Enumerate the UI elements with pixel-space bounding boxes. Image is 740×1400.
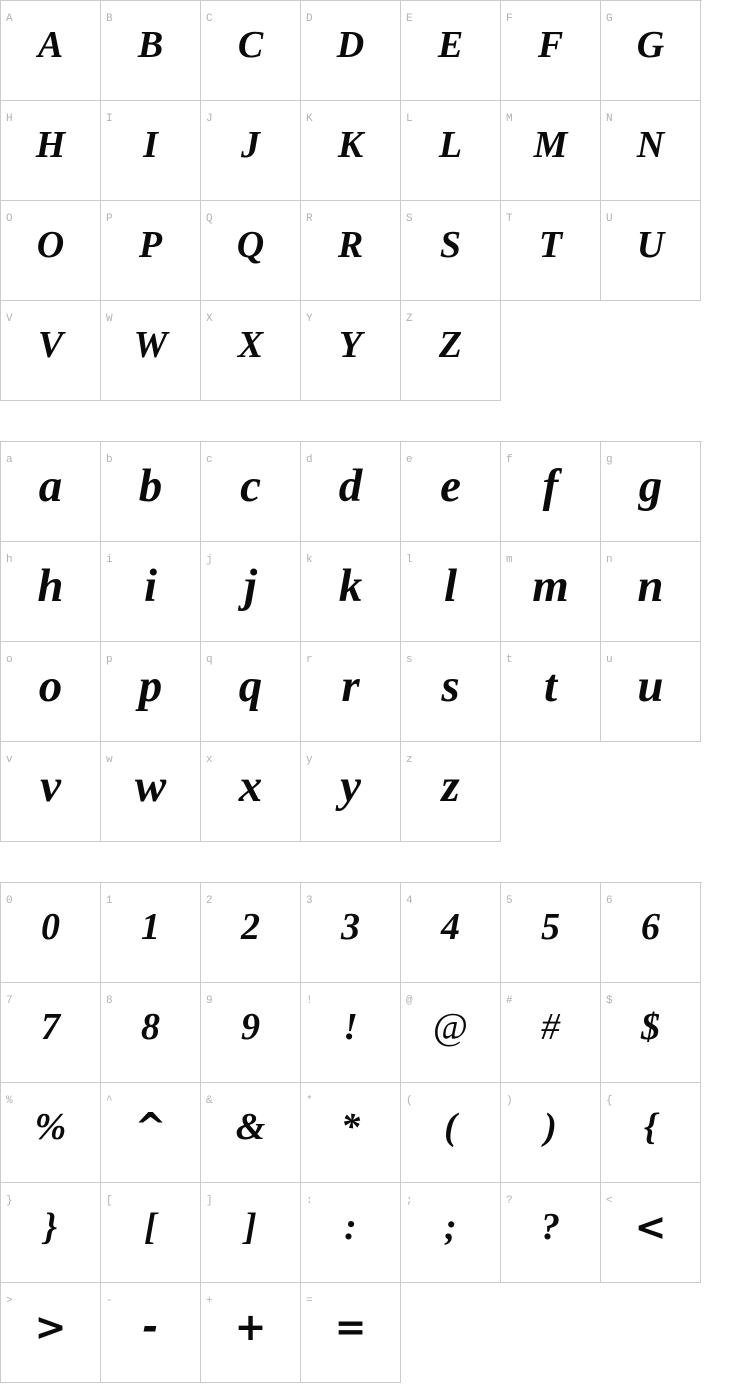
glyph-code-label: ! — [306, 995, 313, 1007]
glyph-cell — [301, 301, 401, 401]
glyph-code-label: 7 — [6, 995, 13, 1007]
glyph-cell — [301, 1, 401, 101]
glyph-code-label: a — [6, 454, 13, 466]
glyph-cell — [501, 442, 601, 542]
glyph-preview: ^ — [134, 1104, 167, 1149]
glyph-code-label: B — [106, 13, 113, 25]
glyph-cell — [301, 642, 401, 742]
glyph-code-label: L — [406, 113, 413, 125]
glyph-cell — [101, 642, 201, 742]
glyph-cell — [1, 301, 101, 401]
glyph-cell — [1, 1183, 101, 1283]
glyph-code-label: 9 — [206, 995, 213, 1007]
glyph-cell — [201, 442, 301, 542]
glyph-code-label: H — [6, 113, 13, 125]
glyph-code-label: w — [106, 754, 113, 766]
glyph-cell — [401, 883, 501, 983]
glyph-cell — [201, 201, 301, 301]
glyph-preview: 4 — [441, 905, 460, 948]
glyph-preview: E — [437, 23, 464, 66]
glyph-preview: e — [440, 459, 461, 512]
glyph-cell — [1, 883, 101, 983]
glyph-cell — [601, 1083, 701, 1183]
glyph-preview: q — [238, 659, 263, 712]
glyph-cell — [201, 542, 301, 642]
glyph-preview: l — [443, 559, 458, 612]
glyph-cell — [301, 201, 401, 301]
glyph-cell — [501, 883, 601, 983]
glyph-code-label: D — [306, 13, 313, 25]
glyph-code-label: ( — [406, 1095, 413, 1107]
glyph-preview: ( — [444, 1105, 457, 1148]
glyph-code-label: z — [406, 754, 413, 766]
glyph-preview: Y — [338, 323, 363, 366]
glyph-cell — [1, 542, 101, 642]
glyph-cell — [101, 201, 201, 301]
glyph-cell — [1, 742, 101, 842]
glyph-cell — [401, 542, 501, 642]
glyph-preview: 6 — [641, 905, 660, 948]
glyph-preview: < — [634, 1204, 667, 1249]
glyph-code-label: $ — [606, 995, 613, 1007]
glyph-code-label: 8 — [106, 995, 113, 1007]
glyph-code-label: U — [606, 213, 613, 225]
glyph-code-label: g — [606, 454, 613, 466]
glyph-preview: h — [37, 559, 64, 612]
glyph-preview: 8 — [141, 1005, 160, 1048]
glyph-preview: i — [143, 559, 158, 612]
glyph-preview: ) — [544, 1105, 557, 1148]
glyph-code-label: 2 — [206, 895, 213, 907]
glyph-code-label: % — [6, 1095, 13, 1107]
glyph-cell — [1, 1, 101, 101]
glyph-preview: ; — [444, 1205, 457, 1248]
glyph-code-label: A — [6, 13, 13, 25]
glyph-cell — [1, 442, 101, 542]
glyph-code-label: R — [306, 213, 313, 225]
glyph-preview: } — [43, 1205, 58, 1248]
glyph-code-label: N — [606, 113, 613, 125]
glyph-row — [1, 301, 702, 401]
glyph-cell — [601, 442, 701, 542]
glyph-cell — [301, 1083, 401, 1183]
glyph-cell — [501, 983, 601, 1083]
glyph-code-label: 5 — [506, 895, 513, 907]
glyph-code-label: P — [106, 213, 113, 225]
glyph-cell — [101, 1083, 201, 1183]
glyph-cell — [1, 1283, 101, 1383]
glyph-preview: M — [533, 123, 568, 166]
glyph-preview: F — [537, 23, 564, 66]
glyph-cell — [101, 442, 201, 542]
glyph-code-label: : — [306, 1195, 313, 1207]
glyph-cell — [301, 1183, 401, 1283]
glyph-preview: @ — [433, 1005, 468, 1048]
glyph-preview: s — [441, 659, 460, 712]
glyph-cell — [601, 883, 701, 983]
glyph-code-label: M — [506, 113, 513, 125]
glyph-code-label: K — [306, 113, 313, 125]
glyph-preview: > — [34, 1304, 67, 1349]
glyph-code-label: F — [506, 13, 513, 25]
glyph-preview: C — [237, 23, 264, 66]
glyph-cell — [601, 542, 701, 642]
glyph-code-label: > — [6, 1295, 13, 1307]
glyph-cell — [1, 983, 101, 1083]
glyph-cell — [501, 201, 601, 301]
glyph-cell — [301, 442, 401, 542]
glyph-code-label: = — [306, 1295, 313, 1307]
glyph-preview: g — [638, 459, 663, 512]
glyph-code-label: Q — [206, 213, 213, 225]
glyph-code-label: s — [406, 654, 413, 666]
glyph-preview: # — [541, 1005, 560, 1048]
glyph-code-label: d — [306, 454, 313, 466]
glyph-preview: W — [133, 323, 168, 366]
glyph-cell — [401, 742, 501, 842]
glyph-code-label: S — [406, 213, 413, 225]
glyph-preview: c — [240, 459, 261, 512]
glyph-cell — [301, 983, 401, 1083]
glyph-cell — [601, 642, 701, 742]
glyph-cell — [301, 1283, 401, 1383]
glyph-code-label: E — [406, 13, 413, 25]
glyph-preview: Q — [236, 223, 265, 266]
glyph-code-label: q — [206, 654, 213, 666]
glyph-code-label: n — [606, 554, 613, 566]
glyph-preview: R — [337, 223, 364, 266]
glyph-preview: [ — [144, 1205, 157, 1248]
glyph-cell — [301, 742, 401, 842]
glyph-cell — [301, 883, 401, 983]
glyph-code-label: T — [506, 213, 513, 225]
glyph-code-label: m — [506, 554, 513, 566]
glyph-preview: m — [532, 559, 569, 612]
glyph-code-label: 4 — [406, 895, 413, 907]
glyph-preview: D — [336, 23, 365, 66]
glyph-preview: 2 — [241, 905, 260, 948]
glyph-cell — [101, 101, 201, 201]
glyph-code-label: ? — [506, 1195, 513, 1207]
glyph-row — [1, 1183, 702, 1283]
glyph-preview: y — [340, 759, 361, 812]
glyph-code-label: h — [6, 554, 13, 566]
glyph-code-label: c — [206, 454, 213, 466]
glyph-cell — [501, 1183, 601, 1283]
glyph-code-label: * — [306, 1095, 313, 1107]
glyph-preview: % — [34, 1105, 67, 1148]
glyph-cell — [301, 542, 401, 642]
glyph-cell — [401, 1183, 501, 1283]
glyph-cell — [1, 642, 101, 742]
glyph-cell — [101, 742, 201, 842]
lowercase-glyphs-table — [0, 441, 702, 842]
glyph-code-label: ) — [506, 1095, 513, 1107]
glyph-code-label: I — [106, 113, 113, 125]
glyph-code-label: ; — [406, 1195, 413, 1207]
glyph-cell — [201, 883, 301, 983]
glyph-preview: u — [637, 659, 664, 712]
glyph-code-label: 6 — [606, 895, 613, 907]
glyph-code-label: ] — [206, 1195, 213, 1207]
glyph-code-label: k — [306, 554, 313, 566]
glyph-preview: f — [542, 459, 559, 512]
glyph-cell — [401, 101, 501, 201]
glyph-row — [1, 542, 702, 642]
glyph-cell — [1, 201, 101, 301]
glyph-cell — [101, 301, 201, 401]
glyph-code-label: Y — [306, 313, 313, 325]
glyph-code-label: ^ — [106, 1095, 113, 1107]
glyph-code-label: j — [206, 554, 213, 566]
glyph-preview: U — [636, 223, 665, 266]
glyph-code-label: Z — [406, 313, 413, 325]
glyph-preview: v — [40, 759, 61, 812]
glyph-code-label: @ — [406, 995, 413, 1007]
glyph-preview: T — [538, 223, 563, 266]
glyph-preview: + — [234, 1304, 267, 1349]
glyph-cell — [501, 1, 601, 101]
glyph-code-label: y — [306, 754, 313, 766]
glyph-preview: P — [138, 223, 163, 266]
glyph-code-label: G — [606, 13, 613, 25]
glyph-code-label: u — [606, 654, 613, 666]
glyph-preview: - — [142, 1304, 159, 1349]
glyph-cell — [201, 642, 301, 742]
glyph-code-label: } — [6, 1195, 13, 1207]
glyph-code-label: e — [406, 454, 413, 466]
glyph-preview: z — [441, 759, 460, 812]
glyph-preview: K — [337, 123, 364, 166]
glyph-preview: I — [143, 123, 158, 166]
glyph-code-label: # — [506, 995, 513, 1007]
glyph-preview: ! — [343, 1005, 358, 1048]
glyph-preview: = — [334, 1304, 367, 1349]
glyph-cell — [401, 201, 501, 301]
glyph-cell — [501, 1083, 601, 1183]
glyph-code-label: - — [106, 1295, 113, 1307]
glyph-code-label: p — [106, 654, 113, 666]
glyph-cell — [201, 1283, 301, 1383]
glyph-code-label: W — [106, 313, 113, 325]
glyph-cell — [101, 542, 201, 642]
glyph-preview: J — [241, 123, 260, 166]
glyph-preview: B — [137, 23, 164, 66]
glyph-code-label: & — [206, 1095, 213, 1107]
glyph-preview: r — [341, 659, 360, 712]
glyph-cell — [501, 542, 601, 642]
glyph-preview: k — [338, 559, 363, 612]
glyph-code-label: b — [106, 454, 113, 466]
glyph-preview: b — [138, 459, 163, 512]
glyph-preview: Z — [438, 323, 463, 366]
glyph-preview: p — [138, 659, 163, 712]
glyph-preview: 0 — [41, 905, 60, 948]
glyph-code-label: J — [206, 113, 213, 125]
glyph-preview: 7 — [41, 1005, 60, 1048]
glyph-preview: 3 — [341, 905, 360, 948]
glyph-cell — [401, 983, 501, 1083]
glyph-code-label: 3 — [306, 895, 313, 907]
symbol-glyphs-table — [0, 882, 702, 1383]
glyph-code-label: { — [606, 1095, 613, 1107]
glyph-row — [1, 1, 702, 101]
glyph-row — [1, 642, 702, 742]
glyph-code-label: f — [506, 454, 513, 466]
glyph-row — [1, 101, 702, 201]
glyph-preview: A — [37, 23, 64, 66]
glyph-code-label: l — [406, 554, 413, 566]
glyph-preview: 9 — [241, 1005, 260, 1048]
glyph-cell — [401, 1, 501, 101]
glyph-cell — [201, 1083, 301, 1183]
glyph-code-label: V — [6, 313, 13, 325]
glyph-cell — [401, 1083, 501, 1183]
glyph-code-label: X — [206, 313, 213, 325]
glyph-cell — [201, 1, 301, 101]
glyph-row — [1, 983, 702, 1083]
glyph-preview: X — [237, 323, 264, 366]
glyph-preview: ] — [244, 1205, 257, 1248]
glyph-code-label: [ — [106, 1195, 113, 1207]
glyph-cell — [201, 101, 301, 201]
glyph-code-label: C — [206, 13, 213, 25]
glyph-preview: t — [543, 659, 558, 712]
glyph-preview: 1 — [141, 905, 160, 948]
glyph-code-label: < — [606, 1195, 613, 1207]
glyph-cell — [301, 101, 401, 201]
glyph-preview: L — [438, 123, 463, 166]
glyph-cell — [201, 301, 301, 401]
glyph-row — [1, 1083, 702, 1183]
glyph-cell — [101, 883, 201, 983]
glyph-preview: a — [38, 459, 63, 512]
glyph-code-label: r — [306, 654, 313, 666]
glyph-cell — [601, 201, 701, 301]
glyph-row — [1, 442, 702, 542]
glyph-code-label: O — [6, 213, 13, 225]
glyph-cell — [201, 1183, 301, 1283]
glyph-row — [1, 201, 702, 301]
glyph-code-label: 0 — [6, 895, 13, 907]
glyph-preview: G — [636, 23, 665, 66]
glyph-cell — [501, 101, 601, 201]
glyph-preview: N — [636, 123, 665, 166]
glyph-code-label: t — [506, 654, 513, 666]
glyph-cell — [101, 1183, 201, 1283]
glyph-preview: { — [643, 1105, 658, 1148]
glyph-preview: o — [38, 659, 63, 712]
glyph-cell — [1, 101, 101, 201]
glyph-cell — [101, 1283, 201, 1383]
glyph-row — [1, 742, 702, 842]
glyph-cell — [101, 1, 201, 101]
glyph-preview: ? — [541, 1205, 560, 1248]
glyph-cell — [601, 1, 701, 101]
glyph-preview: x — [238, 759, 263, 812]
glyph-cell — [501, 642, 601, 742]
glyph-cell — [601, 1183, 701, 1283]
glyph-preview: $ — [641, 1005, 660, 1048]
glyph-code-label: i — [106, 554, 113, 566]
glyph-cell — [601, 101, 701, 201]
glyph-preview: w — [134, 759, 167, 812]
glyph-preview: * — [341, 1105, 360, 1148]
glyph-preview: j — [243, 559, 258, 612]
glyph-preview: d — [338, 459, 363, 512]
glyph-preview: n — [637, 559, 664, 612]
glyph-preview: : — [344, 1205, 357, 1248]
glyph-code-label: x — [206, 754, 213, 766]
glyph-code-label: v — [6, 754, 13, 766]
glyph-cell — [601, 983, 701, 1083]
uppercase-glyphs-table — [0, 0, 702, 401]
glyph-cell — [201, 742, 301, 842]
glyph-row — [1, 1283, 702, 1383]
glyph-preview: V — [37, 323, 64, 366]
glyph-preview: S — [439, 223, 462, 266]
glyph-cell — [401, 301, 501, 401]
glyph-cell — [401, 642, 501, 742]
glyph-preview: H — [35, 123, 66, 166]
glyph-preview: & — [235, 1105, 266, 1148]
glyph-preview: 5 — [541, 905, 560, 948]
glyph-code-label: 1 — [106, 895, 113, 907]
glyph-code-label: + — [206, 1295, 213, 1307]
glyph-cell — [1, 1083, 101, 1183]
glyph-row — [1, 883, 702, 983]
glyph-cell — [101, 983, 201, 1083]
glyph-cell — [401, 442, 501, 542]
glyph-preview: O — [36, 223, 65, 266]
glyph-code-label: o — [6, 654, 13, 666]
glyph-cell — [201, 983, 301, 1083]
